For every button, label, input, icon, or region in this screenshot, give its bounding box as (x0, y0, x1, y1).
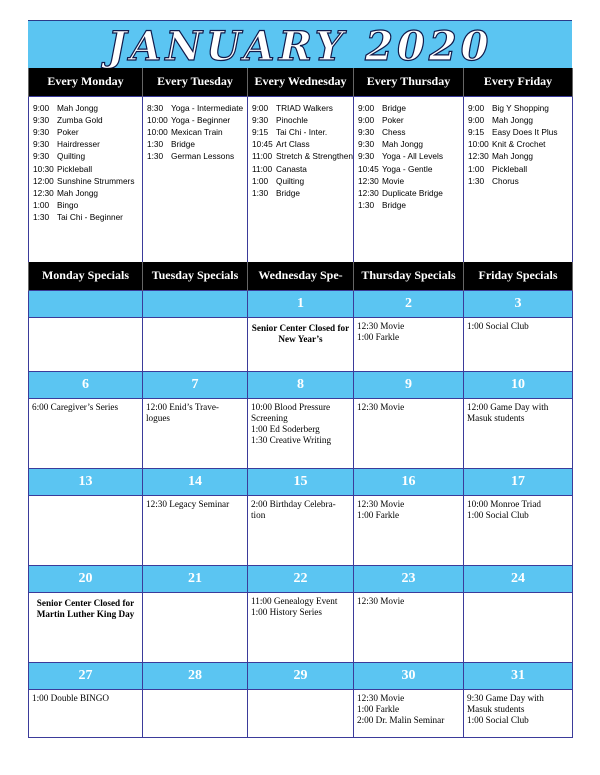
activity-time: 9:30 (358, 139, 375, 150)
date-number: 22 (248, 565, 354, 592)
activity-item (33, 114, 142, 126)
event-item: 2:00 Dr. Malin Seminar (357, 714, 445, 725)
date-number-row (29, 371, 573, 398)
activity-item (33, 211, 142, 223)
activity-time: 9:00 (252, 102, 269, 113)
activity-item (468, 102, 572, 114)
date-number: 1 (248, 290, 354, 317)
activity-item (33, 102, 142, 114)
events-row (29, 495, 573, 565)
activity-time: 9:00 (358, 102, 375, 113)
specials-header: Monday Specials (29, 262, 143, 290)
date-number: 30 (354, 662, 464, 689)
event-item: Masuk students (467, 703, 525, 714)
activity-time: 10:30 (33, 163, 54, 174)
activity-time: 9:00 (358, 114, 375, 125)
day-events-cell (248, 689, 354, 737)
activity-item (252, 163, 353, 175)
activity-time: 12:30 (33, 187, 54, 198)
date-number: 3 (464, 290, 573, 317)
weekly-header: Every Tuesday (143, 68, 248, 96)
activity-name: Chess (382, 126, 406, 137)
date-number: 31 (464, 662, 573, 689)
event-item: 1:00 Double BINGO (32, 692, 110, 703)
activity-item (358, 150, 463, 162)
weekly-header: Every Friday (464, 68, 573, 96)
activity-time: 9:00 (468, 114, 485, 125)
activity-time: 9:15 (468, 126, 485, 137)
day-events-cell (354, 689, 464, 737)
activity-name: Yoga - Intermediate (171, 102, 244, 113)
activity-name: Tai Chi - Beginner (57, 212, 123, 223)
day-events-cell (143, 495, 248, 565)
day-events-cell (143, 689, 248, 737)
activity-name: Bridge (276, 187, 300, 198)
weekly-header: Every Wednesday (248, 68, 354, 96)
activity-time: 1:30 (147, 139, 164, 150)
event-item: 12:30 Movie (357, 595, 405, 606)
activity-item (252, 114, 353, 126)
activity-name: Bridge (382, 200, 406, 211)
activity-name: Yoga - All Levels (382, 151, 444, 162)
event-item: 2:00 Birthday Celebra- (251, 498, 336, 509)
activity-time: 1:00 (252, 175, 269, 186)
activity-name: Big Y Shopping (492, 102, 549, 113)
specials-calendar (28, 262, 573, 738)
activity-name: Quilting (276, 175, 305, 186)
date-number-row (29, 468, 573, 495)
activity-time: 10:00 (147, 114, 168, 125)
weekly-activities-table (28, 68, 573, 265)
event-item: 1:00 Social Club (467, 509, 529, 520)
event-item: 12:30 Movie (357, 320, 405, 331)
activity-item (468, 126, 572, 138)
activity-item (468, 163, 572, 175)
activity-item (33, 175, 142, 187)
activity-time: 1:30 (252, 187, 269, 198)
activity-time: 10:45 (252, 139, 273, 150)
day-events-cell (354, 495, 464, 565)
date-number-row (29, 662, 573, 689)
weekly-activity-cell (29, 96, 143, 264)
activity-name: Zumba Gold (57, 114, 103, 125)
date-number: 27 (29, 662, 143, 689)
activity-name: Mah Jongg (492, 114, 534, 125)
activity-time: 1:30 (33, 212, 50, 223)
activity-item (358, 114, 463, 126)
activity-item (468, 138, 572, 150)
weekly-activity-cell (143, 96, 248, 264)
specials-header: Thursday Specials (354, 262, 464, 290)
day-events-cell (354, 398, 464, 468)
activity-time: 9:30 (358, 151, 375, 162)
activity-time: 10:00 (147, 126, 168, 137)
activity-item (252, 187, 353, 199)
specials-header-row (29, 262, 573, 290)
specials-header: Wednesday Spe- (248, 262, 354, 290)
activity-name: Sunshine Strummers (57, 175, 135, 186)
activity-item (147, 126, 247, 138)
event-item: 12:30 Movie (357, 401, 405, 412)
activity-name: Mexican Train (171, 126, 223, 137)
date-number: 24 (464, 565, 573, 592)
activity-time: 9:15 (252, 126, 269, 137)
event-item: 10:00 Monroe Triad (467, 498, 542, 509)
weekly-header: Every Thursday (354, 68, 464, 96)
activity-name: Mah Jongg (57, 102, 99, 113)
day-events-cell (354, 317, 464, 371)
event-item: 12:30 Legacy Seminar (146, 498, 230, 509)
events-row (29, 317, 573, 371)
day-events-cell (29, 495, 143, 565)
activity-name: Pickleball (492, 163, 528, 174)
event-item: 12:00 Enid’s Trave- (146, 401, 219, 412)
date-number: 13 (29, 468, 143, 495)
activity-name: Mah Jongg (382, 139, 424, 150)
activity-name: Poker (57, 126, 79, 137)
weekly-header-row (29, 68, 573, 96)
day-events-cell (248, 398, 354, 468)
date-number: 20 (29, 565, 143, 592)
day-events-cell (248, 495, 354, 565)
day-events-cell (464, 495, 573, 565)
activity-time: 9:30 (33, 139, 50, 150)
activity-item (358, 175, 463, 187)
activity-name: Mah Jongg (492, 151, 534, 162)
activity-time: 10:45 (358, 163, 379, 174)
activity-name: TRIAD Walkers (276, 102, 333, 113)
event-item: 9:30 Game Day with (467, 692, 544, 703)
weekly-activity-cell (464, 96, 573, 264)
activity-name: Poker (382, 114, 404, 125)
activity-name: Quilting (57, 151, 86, 162)
date-number: 10 (464, 371, 573, 398)
day-events-cell (464, 317, 573, 371)
weekly-activity-cell (354, 96, 464, 264)
date-number: 7 (143, 371, 248, 398)
activity-time: 11:00 (252, 151, 273, 162)
activity-name: Canasta (276, 163, 307, 174)
events-row (29, 398, 573, 468)
activity-time: 9:30 (33, 126, 50, 137)
event-item: 1:30 Creative Writing (251, 434, 332, 445)
activity-item (33, 199, 142, 211)
date-number: 16 (354, 468, 464, 495)
activity-time: 9:00 (33, 102, 50, 113)
activity-time: 1:30 (147, 151, 164, 162)
date-number: 23 (354, 565, 464, 592)
activity-name: Bingo (57, 200, 79, 211)
day-events-cell (464, 398, 573, 468)
weekly-header: Every Monday (29, 68, 143, 96)
activity-item (468, 150, 572, 162)
event-item: 1:00 History Series (251, 606, 322, 617)
day-events-cell (248, 592, 354, 662)
activity-item (468, 175, 572, 187)
activity-item (147, 102, 247, 114)
date-number (29, 290, 143, 317)
activity-item (468, 114, 572, 126)
date-number: 21 (143, 565, 248, 592)
closed-notice: Senior Center Closed for New Year’s (251, 322, 350, 344)
date-number: 2 (354, 290, 464, 317)
activity-item (33, 126, 142, 138)
date-number: 15 (248, 468, 354, 495)
activity-name: Tai Chi - Inter. (276, 126, 328, 137)
activity-item (252, 126, 353, 138)
activity-item (147, 138, 247, 150)
date-number: 28 (143, 662, 248, 689)
date-number: 17 (464, 468, 573, 495)
activity-time: 1:30 (468, 175, 485, 186)
activity-time: 12:00 (33, 175, 54, 186)
date-number: 8 (248, 371, 354, 398)
day-events-cell (29, 689, 143, 737)
activity-item (33, 187, 142, 199)
activity-time: 9:30 (33, 151, 50, 162)
activity-item (358, 187, 463, 199)
event-item: tion (251, 509, 266, 520)
activity-name: Easy Does It Plus (492, 126, 558, 137)
activity-name: Knit & Crochet (492, 139, 546, 150)
event-item: Masuk students (467, 412, 525, 423)
event-item: 10:00 Blood Pressure (251, 401, 331, 412)
date-number (143, 290, 248, 317)
activity-item (33, 150, 142, 162)
day-events-cell (29, 317, 143, 371)
event-item: Screening (251, 412, 288, 423)
activity-time: 9:30 (33, 114, 50, 125)
day-events-cell (143, 592, 248, 662)
specials-header: Friday Specials (464, 262, 573, 290)
date-number: 29 (248, 662, 354, 689)
activity-item (358, 102, 463, 114)
event-item: 1:00 Farkle (357, 509, 400, 520)
title-banner (28, 20, 572, 69)
activity-time: 1:30 (358, 200, 375, 211)
event-item: 6:00 Caregiver’s Series (32, 401, 119, 412)
activity-item (358, 163, 463, 175)
activity-name: Bridge (171, 139, 195, 150)
event-item: 11:00 Genealogy Event (251, 595, 338, 606)
page-title: JANUARY 2020 (107, 23, 493, 70)
activity-name: Pinochle (276, 114, 308, 125)
specials-header: Tuesday Specials (143, 262, 248, 290)
activity-time: 12:30 (468, 151, 489, 162)
activity-name: Chorus (492, 175, 519, 186)
activity-name: Yoga - Gentle (382, 163, 433, 174)
activity-item (252, 138, 353, 150)
date-number-row (29, 290, 573, 317)
activity-name: Yoga - Beginner (171, 114, 231, 125)
day-events-cell (464, 689, 573, 737)
event-item: 1:00 Farkle (357, 331, 400, 342)
activity-item (33, 163, 142, 175)
event-item: 12:30 Movie (357, 498, 405, 509)
day-events-cell (354, 592, 464, 662)
events-row (29, 592, 573, 662)
activity-name: Pickleball (57, 163, 93, 174)
activity-name: German Lessons (171, 151, 235, 162)
activity-item (358, 138, 463, 150)
activity-item (252, 102, 353, 114)
activity-item (33, 138, 142, 150)
activity-item (252, 175, 353, 187)
closed-notice: Senior Center Closed for Martin Luther King Day (36, 597, 135, 619)
day-events-cell (143, 317, 248, 371)
date-number: 6 (29, 371, 143, 398)
event-item: 1:00 Social Club (467, 320, 529, 331)
activity-item (252, 150, 353, 162)
date-number: 9 (354, 371, 464, 398)
activity-time: 9:30 (358, 126, 375, 137)
activity-item (358, 126, 463, 138)
activity-item (147, 114, 247, 126)
day-events-cell (29, 592, 143, 662)
activity-time: 9:30 (252, 114, 269, 125)
activity-name: Mah Jongg (57, 187, 99, 198)
weekly-activities-row (29, 96, 573, 264)
event-item: 12:30 Movie (357, 692, 405, 703)
date-number: 14 (143, 468, 248, 495)
activity-item (147, 150, 247, 162)
activity-name: Hairdresser (57, 139, 100, 150)
day-events-cell (29, 398, 143, 468)
weekly-activity-cell (248, 96, 354, 264)
activity-name: Stretch & Strengthen (276, 151, 353, 162)
activity-name: Art Class (276, 139, 310, 150)
activity-time: 9:00 (468, 102, 485, 113)
day-events-cell (248, 317, 354, 371)
activity-item (358, 199, 463, 211)
activity-name: Duplicate Bridge (382, 187, 443, 198)
activity-time: 10:00 (468, 139, 489, 150)
event-item: 1:00 Social Club (467, 714, 529, 725)
events-row (29, 689, 573, 737)
activity-time: 11:00 (252, 163, 273, 174)
event-item: 12:00 Game Day with (467, 401, 549, 412)
activity-time: 1:00 (468, 163, 485, 174)
activity-name: Bridge (382, 102, 406, 113)
event-item: logues (146, 412, 170, 423)
activity-time: 1:00 (33, 200, 50, 211)
day-events-cell (143, 398, 248, 468)
day-events-cell (464, 592, 573, 662)
event-item: 1:00 Ed Soderberg (251, 423, 320, 434)
date-number-row (29, 565, 573, 592)
event-item: 1:00 Farkle (357, 703, 400, 714)
activity-name: Movie (382, 175, 405, 186)
activity-time: 12:30 (358, 175, 379, 186)
activity-time: 12:30 (358, 187, 379, 198)
activity-time: 8:30 (147, 102, 164, 113)
